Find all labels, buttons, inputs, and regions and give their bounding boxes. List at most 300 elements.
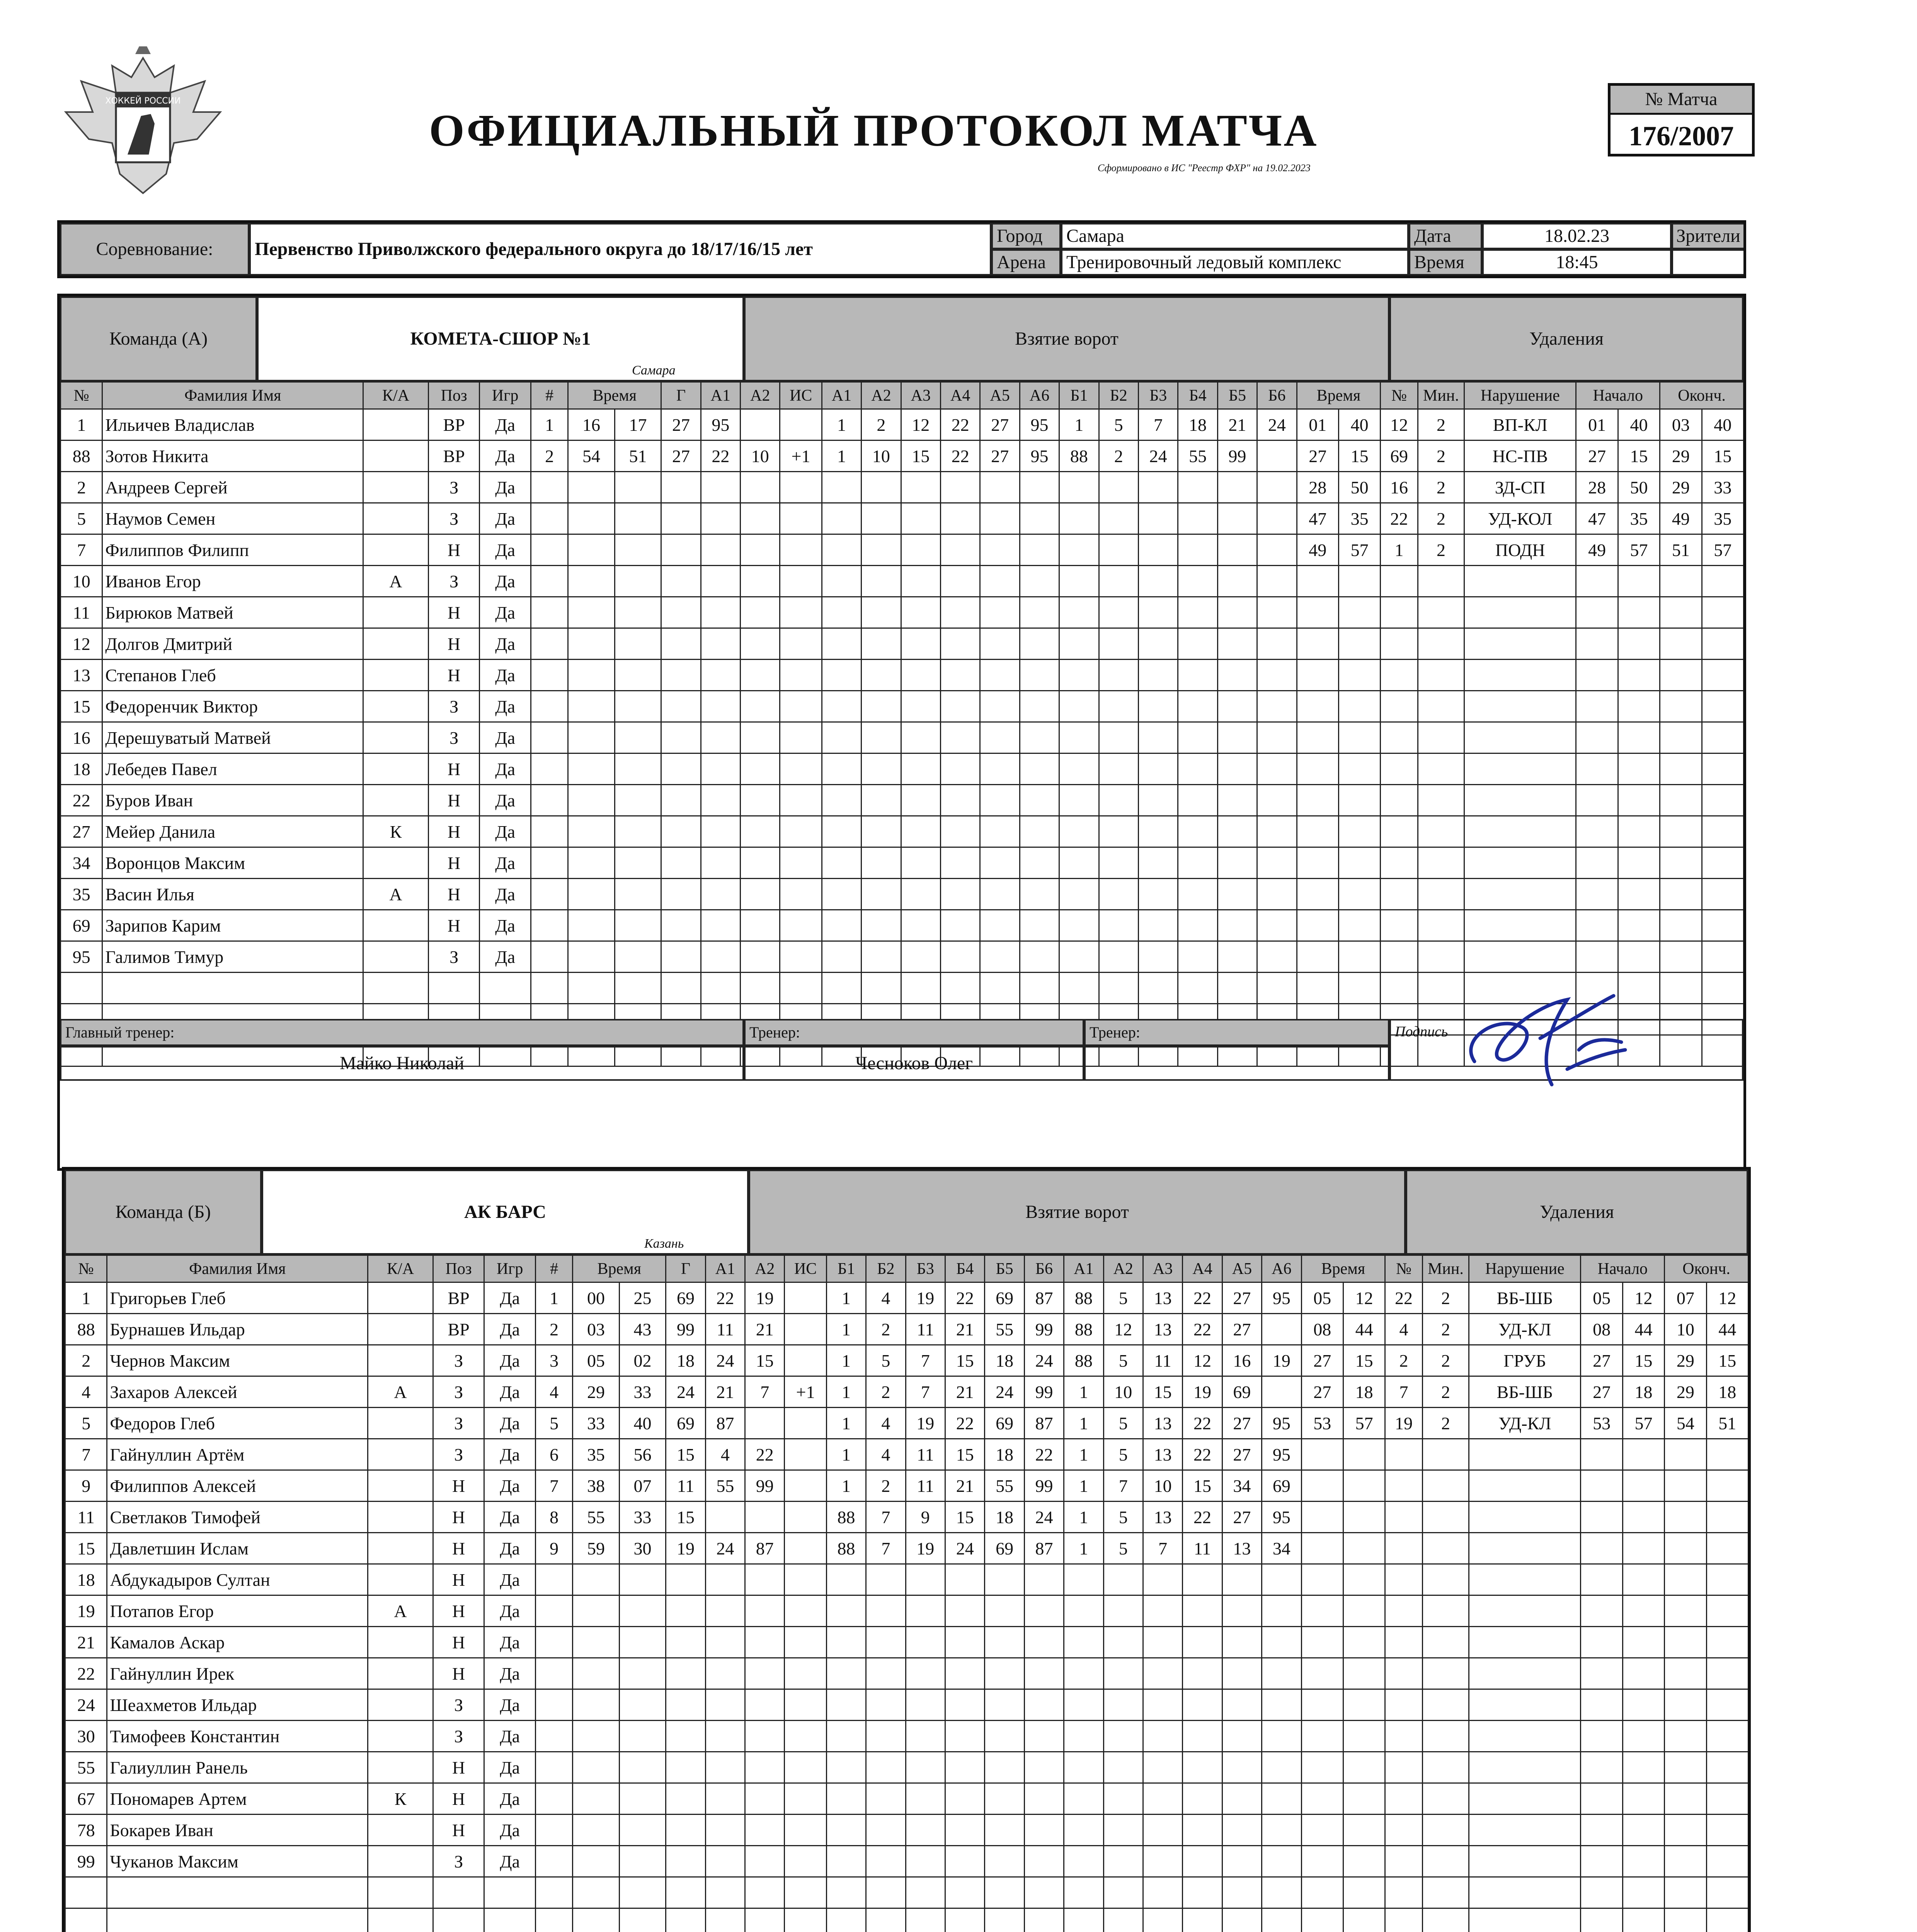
- table-cell: [1178, 503, 1217, 534]
- table-cell: [619, 1908, 666, 1932]
- team-a-name: КОМЕТА-СШОР №1: [257, 296, 744, 381]
- table-cell: 50: [1338, 472, 1380, 503]
- table-cell: [531, 973, 568, 1004]
- table-cell: [1059, 503, 1099, 534]
- table-cell: 55: [985, 1470, 1024, 1502]
- table-cell: [1059, 847, 1099, 879]
- table-row: [65, 1502, 1748, 1533]
- table-cell: 95: [1262, 1282, 1301, 1314]
- table-cell: 99: [1217, 440, 1257, 472]
- table-cell: [1469, 1470, 1581, 1502]
- table-cell: [368, 1502, 433, 1533]
- table-cell: Да: [480, 409, 531, 440]
- table-cell: [368, 1470, 433, 1502]
- table-cell: [615, 597, 661, 628]
- table-cell: [780, 691, 822, 722]
- table-cell: [1217, 628, 1257, 660]
- table-cell: [945, 1908, 985, 1932]
- table-cell: [535, 1877, 572, 1908]
- table-cell: [980, 691, 1020, 722]
- team-a-sign-label: Подпись: [1389, 1019, 1743, 1081]
- table-cell: [861, 660, 901, 691]
- table-cell: [1464, 816, 1576, 847]
- table-cell: [1262, 1877, 1301, 1908]
- table-cell: [785, 1627, 826, 1658]
- table-cell: [615, 941, 661, 973]
- table-cell: [666, 1658, 705, 1689]
- table-cell: [822, 941, 861, 973]
- table-cell: [535, 1721, 572, 1752]
- table-cell: 15: [901, 440, 940, 472]
- table-cell: 01: [1576, 409, 1618, 440]
- table-cell: 1: [1064, 1470, 1103, 1502]
- table-cell: [1338, 973, 1380, 1004]
- table-cell: 4: [535, 1376, 572, 1408]
- table-cell: 15: [945, 1502, 985, 1533]
- table-cell: [1257, 785, 1297, 816]
- table-cell: [941, 691, 980, 722]
- table-cell: [1138, 910, 1178, 941]
- table-cell: [1103, 1908, 1143, 1932]
- table-cell: [1297, 566, 1338, 597]
- table-cell: [1143, 1752, 1182, 1783]
- table-cell: З: [428, 503, 480, 534]
- table-cell: Н: [433, 1658, 484, 1689]
- table-cell: [619, 1689, 666, 1721]
- table-cell: [1418, 941, 1464, 973]
- table-cell: [906, 1595, 945, 1627]
- table-cell: +1: [780, 440, 822, 472]
- table-cell: [1343, 1627, 1385, 1658]
- table-cell: 35: [1618, 503, 1660, 534]
- table-cell: [861, 910, 901, 941]
- table-cell: [980, 628, 1020, 660]
- table-cell: [1618, 910, 1660, 941]
- table-cell: [785, 1595, 826, 1627]
- table-cell: [1178, 722, 1217, 753]
- table-cell: 29: [1660, 472, 1702, 503]
- table-cell: [615, 879, 661, 910]
- table-cell: [901, 910, 940, 941]
- table-cell: [1217, 910, 1257, 941]
- table-cell: [1143, 1721, 1182, 1752]
- table-cell: 19: [906, 1282, 945, 1314]
- table-cell: [1343, 1689, 1385, 1721]
- table-cell: 17: [615, 409, 661, 440]
- table-cell: [741, 941, 780, 973]
- table-cell: Да: [484, 1595, 536, 1627]
- table-cell: [1469, 1627, 1581, 1658]
- column-header: А1: [1064, 1255, 1103, 1282]
- table-cell: 10: [1143, 1470, 1182, 1502]
- table-cell: [901, 785, 940, 816]
- table-cell: [1464, 691, 1576, 722]
- table-cell: [1381, 847, 1418, 879]
- table-cell: [1024, 1721, 1064, 1752]
- table-cell: [666, 1752, 705, 1783]
- table-cell: 2: [1418, 409, 1464, 440]
- table-cell: 57: [1618, 534, 1660, 566]
- table-cell: [1138, 628, 1178, 660]
- table-cell: [861, 628, 901, 660]
- table-cell: 22: [1183, 1439, 1222, 1470]
- table-cell: 69: [666, 1282, 705, 1314]
- table-cell: [568, 722, 615, 753]
- table-cell: [1464, 628, 1576, 660]
- table-cell: [1381, 753, 1418, 785]
- city-label: Город: [991, 223, 1061, 249]
- table-cell: [1469, 1533, 1581, 1564]
- column-header: А6: [1262, 1255, 1301, 1282]
- table-cell: [615, 472, 661, 503]
- table-cell: 15: [1143, 1376, 1182, 1408]
- table-cell: ВР: [428, 440, 480, 472]
- table-cell: [1297, 847, 1338, 879]
- table-cell: [1262, 1595, 1301, 1627]
- table-cell: [433, 1877, 484, 1908]
- table-cell: [1257, 910, 1297, 941]
- table-cell: [1381, 816, 1418, 847]
- table-cell: [1262, 1908, 1301, 1932]
- table-cell: [1103, 1658, 1143, 1689]
- table-cell: 19: [906, 1408, 945, 1439]
- table-cell: 11: [666, 1470, 705, 1502]
- table-cell: [1178, 973, 1217, 1004]
- table-cell: [1618, 660, 1660, 691]
- table-cell: [861, 753, 901, 785]
- table-cell: [1138, 941, 1178, 973]
- table-cell: [941, 816, 980, 847]
- city-value: Самара: [1061, 223, 1409, 249]
- table-cell: [745, 1877, 785, 1908]
- table-cell: [1257, 973, 1297, 1004]
- table-cell: [619, 1627, 666, 1658]
- table-cell: 18: [61, 753, 102, 785]
- table-cell: 13: [1143, 1439, 1182, 1470]
- table-cell: [573, 1658, 620, 1689]
- table-cell: [102, 973, 363, 1004]
- table-cell: 12: [1103, 1314, 1143, 1345]
- table-cell: [941, 973, 980, 1004]
- table-cell: [1422, 1783, 1469, 1815]
- table-cell: [1618, 847, 1660, 879]
- column-header: Б5: [985, 1255, 1024, 1282]
- table-cell: [1297, 910, 1338, 941]
- table-cell: 95: [701, 409, 740, 440]
- table-cell: 55: [65, 1752, 107, 1783]
- table-cell: 15: [61, 691, 102, 722]
- column-header: А3: [1143, 1255, 1182, 1282]
- table-cell: 95: [1262, 1439, 1301, 1470]
- table-cell: Мейер Данила: [102, 816, 363, 847]
- table-cell: [1183, 1721, 1222, 1752]
- table-cell: [368, 1345, 433, 1376]
- table-cell: [1381, 660, 1418, 691]
- table-cell: Да: [480, 660, 531, 691]
- table-cell: [1138, 753, 1178, 785]
- table-cell: 4: [705, 1439, 745, 1470]
- table-cell: 2: [1418, 472, 1464, 503]
- table-cell: 22: [705, 1282, 745, 1314]
- table-cell: [1343, 1533, 1385, 1564]
- table-cell: [705, 1846, 745, 1877]
- table-cell: [661, 566, 701, 597]
- table-cell: 22: [1183, 1408, 1222, 1439]
- table-cell: 1: [826, 1282, 866, 1314]
- table-cell: 12: [1706, 1282, 1748, 1314]
- table-cell: 11: [906, 1470, 945, 1502]
- table-row: [61, 691, 1744, 722]
- table-cell: [785, 1439, 826, 1470]
- table-cell: [866, 1908, 906, 1932]
- column-header: Б5: [1217, 382, 1257, 409]
- match-number-box: [1608, 83, 1755, 156]
- table-cell: 69: [1381, 440, 1418, 472]
- table-cell: Гайнуллин Артём: [107, 1439, 368, 1470]
- table-cell: 1: [535, 1282, 572, 1314]
- table-cell: Да: [484, 1314, 536, 1345]
- table-cell: [1183, 1752, 1222, 1783]
- column-header: Оконч.: [1665, 1255, 1748, 1282]
- table-cell: 15: [1618, 440, 1660, 472]
- table-cell: [941, 753, 980, 785]
- table-cell: [1103, 1689, 1143, 1721]
- team-a-head-coach-label: Главный тренер:: [60, 1019, 744, 1046]
- column-header: А1: [822, 382, 861, 409]
- table-cell: 15: [945, 1345, 985, 1376]
- table-cell: [1469, 1908, 1581, 1932]
- table-cell: [661, 973, 701, 1004]
- table-cell: [1618, 566, 1660, 597]
- table-cell: 1: [1064, 1408, 1103, 1439]
- table-cell: [1702, 973, 1743, 1004]
- table-cell: [745, 1627, 785, 1658]
- table-cell: 27: [980, 409, 1020, 440]
- column-header: Б2: [866, 1255, 906, 1282]
- table-cell: 69: [666, 1408, 705, 1439]
- date-label: Дата: [1409, 223, 1482, 249]
- table-cell: [705, 1595, 745, 1627]
- table-row: [65, 1470, 1748, 1502]
- table-cell: [1706, 1752, 1748, 1783]
- table-cell: [1257, 534, 1297, 566]
- table-cell: [941, 534, 980, 566]
- table-cell: [1262, 1783, 1301, 1815]
- table-cell: [1020, 472, 1059, 503]
- table-cell: 22: [745, 1439, 785, 1470]
- table-cell: [1301, 1658, 1343, 1689]
- table-cell: 18: [1706, 1376, 1748, 1408]
- table-cell: [1301, 1439, 1343, 1470]
- table-cell: [1660, 973, 1702, 1004]
- table-cell: 95: [1262, 1408, 1301, 1439]
- table-cell: [1385, 1595, 1422, 1627]
- table-cell: [666, 1689, 705, 1721]
- table-cell: 88: [1064, 1345, 1103, 1376]
- table-cell: [568, 753, 615, 785]
- table-cell: [1020, 660, 1059, 691]
- table-cell: [741, 785, 780, 816]
- table-cell: 12: [61, 628, 102, 660]
- table-cell: Да: [480, 628, 531, 660]
- table-cell: 29: [1665, 1376, 1706, 1408]
- table-cell: З: [428, 722, 480, 753]
- table-cell: [1702, 566, 1743, 597]
- table-cell: Буров Иван: [102, 785, 363, 816]
- table-cell: 00: [573, 1282, 620, 1314]
- table-cell: [1183, 1689, 1222, 1721]
- table-cell: 5: [1103, 1533, 1143, 1564]
- table-cell: [1143, 1877, 1182, 1908]
- table-cell: [1343, 1564, 1385, 1595]
- table-cell: [107, 1877, 368, 1908]
- table-cell: [1059, 472, 1099, 503]
- table-cell: [1338, 816, 1380, 847]
- column-header: Фамилия Имя: [107, 1255, 368, 1282]
- table-cell: Гайнуллин Ирек: [107, 1658, 368, 1689]
- table-cell: [1103, 1564, 1143, 1595]
- table-cell: [1024, 1846, 1064, 1877]
- arena-label: Арена: [991, 249, 1061, 276]
- table-cell: [1099, 785, 1138, 816]
- table-cell: [1178, 816, 1217, 847]
- table-cell: 21: [945, 1314, 985, 1345]
- table-cell: 7: [866, 1533, 906, 1564]
- table-cell: [1702, 941, 1743, 973]
- table-row: [65, 1314, 1748, 1345]
- table-cell: З: [433, 1408, 484, 1439]
- table-row: [65, 1846, 1748, 1877]
- table-cell: 40: [1702, 409, 1743, 440]
- table-cell: [1257, 691, 1297, 722]
- table-cell: [980, 472, 1020, 503]
- table-cell: [1064, 1627, 1103, 1658]
- table-cell: [780, 472, 822, 503]
- table-cell: 27: [1581, 1345, 1622, 1376]
- table-cell: ВБ-ШБ: [1469, 1376, 1581, 1408]
- table-cell: [980, 660, 1020, 691]
- table-cell: [1262, 1815, 1301, 1846]
- table-cell: 30: [65, 1721, 107, 1752]
- table-cell: [741, 753, 780, 785]
- table-cell: 99: [1024, 1470, 1064, 1502]
- table-cell: [822, 879, 861, 910]
- table-cell: 33: [573, 1408, 620, 1439]
- table-row: [65, 1408, 1748, 1439]
- table-cell: [705, 1689, 745, 1721]
- table-cell: [1381, 941, 1418, 973]
- column-header: Г: [666, 1255, 705, 1282]
- table-cell: Н: [428, 534, 480, 566]
- table-cell: [741, 503, 780, 534]
- table-cell: [1381, 691, 1418, 722]
- table-cell: [980, 816, 1020, 847]
- table-cell: [1338, 910, 1380, 941]
- table-cell: [1059, 941, 1099, 973]
- table-cell: 12: [1381, 409, 1418, 440]
- table-cell: [65, 1908, 107, 1932]
- table-cell: Да: [480, 847, 531, 879]
- table-cell: [1618, 597, 1660, 628]
- table-cell: Андреев Сергей: [102, 472, 363, 503]
- column-header: ИС: [785, 1255, 826, 1282]
- table-cell: [822, 753, 861, 785]
- table-cell: [822, 660, 861, 691]
- table-cell: [785, 1658, 826, 1689]
- table-cell: Чуканов Максим: [107, 1846, 368, 1877]
- table-cell: 7: [535, 1470, 572, 1502]
- table-cell: ЗД-СП: [1464, 472, 1576, 503]
- table-cell: [785, 1846, 826, 1877]
- table-row: [61, 409, 1744, 440]
- table-cell: [745, 1846, 785, 1877]
- table-cell: [866, 1627, 906, 1658]
- spectators-label: Зрители: [1672, 223, 1745, 249]
- table-cell: 27: [61, 816, 102, 847]
- table-cell: [1338, 691, 1380, 722]
- table-cell: [363, 847, 429, 879]
- table-cell: 55: [573, 1502, 620, 1533]
- table-cell: 2: [1422, 1408, 1469, 1439]
- table-cell: 19: [666, 1533, 705, 1564]
- table-cell: [428, 973, 480, 1004]
- table-cell: [1464, 722, 1576, 753]
- table-cell: [1422, 1533, 1469, 1564]
- table-cell: [941, 597, 980, 628]
- table-cell: [1665, 1815, 1706, 1846]
- column-header: Поз: [433, 1255, 484, 1282]
- table-cell: [573, 1908, 620, 1932]
- team-a-city: Самара: [632, 363, 676, 378]
- table-cell: [661, 785, 701, 816]
- table-cell: [1024, 1689, 1064, 1721]
- table-cell: 22: [1183, 1314, 1222, 1345]
- table-cell: [906, 1815, 945, 1846]
- table-cell: [1103, 1752, 1143, 1783]
- table-cell: [701, 628, 740, 660]
- table-cell: [1024, 1815, 1064, 1846]
- table-cell: 87: [745, 1533, 785, 1564]
- table-cell: Иванов Егор: [102, 566, 363, 597]
- table-cell: [985, 1564, 1024, 1595]
- team-b-city: Казань: [644, 1236, 684, 1251]
- table-cell: [1217, 472, 1257, 503]
- table-cell: 2: [61, 472, 102, 503]
- table-cell: [906, 1846, 945, 1877]
- table-cell: [1618, 691, 1660, 722]
- table-cell: 27: [1222, 1439, 1262, 1470]
- table-cell: Да: [484, 1689, 536, 1721]
- table-cell: [1343, 1877, 1385, 1908]
- table-cell: [1301, 1783, 1343, 1815]
- table-cell: [1660, 628, 1702, 660]
- table-cell: 9: [65, 1470, 107, 1502]
- table-cell: [1665, 1658, 1706, 1689]
- table-cell: К: [363, 816, 429, 847]
- table-cell: [1464, 785, 1576, 816]
- table-cell: [1422, 1846, 1469, 1877]
- table-cell: [1183, 1908, 1222, 1932]
- table-cell: Да: [484, 1376, 536, 1408]
- team-a-coach2-label: Тренер:: [1084, 1019, 1389, 1046]
- table-cell: 49: [1576, 534, 1618, 566]
- table-cell: 4: [866, 1439, 906, 1470]
- table-cell: [661, 534, 701, 566]
- table-cell: Н: [428, 660, 480, 691]
- table-cell: [1143, 1627, 1182, 1658]
- table-cell: [1178, 785, 1217, 816]
- table-cell: [1418, 847, 1464, 879]
